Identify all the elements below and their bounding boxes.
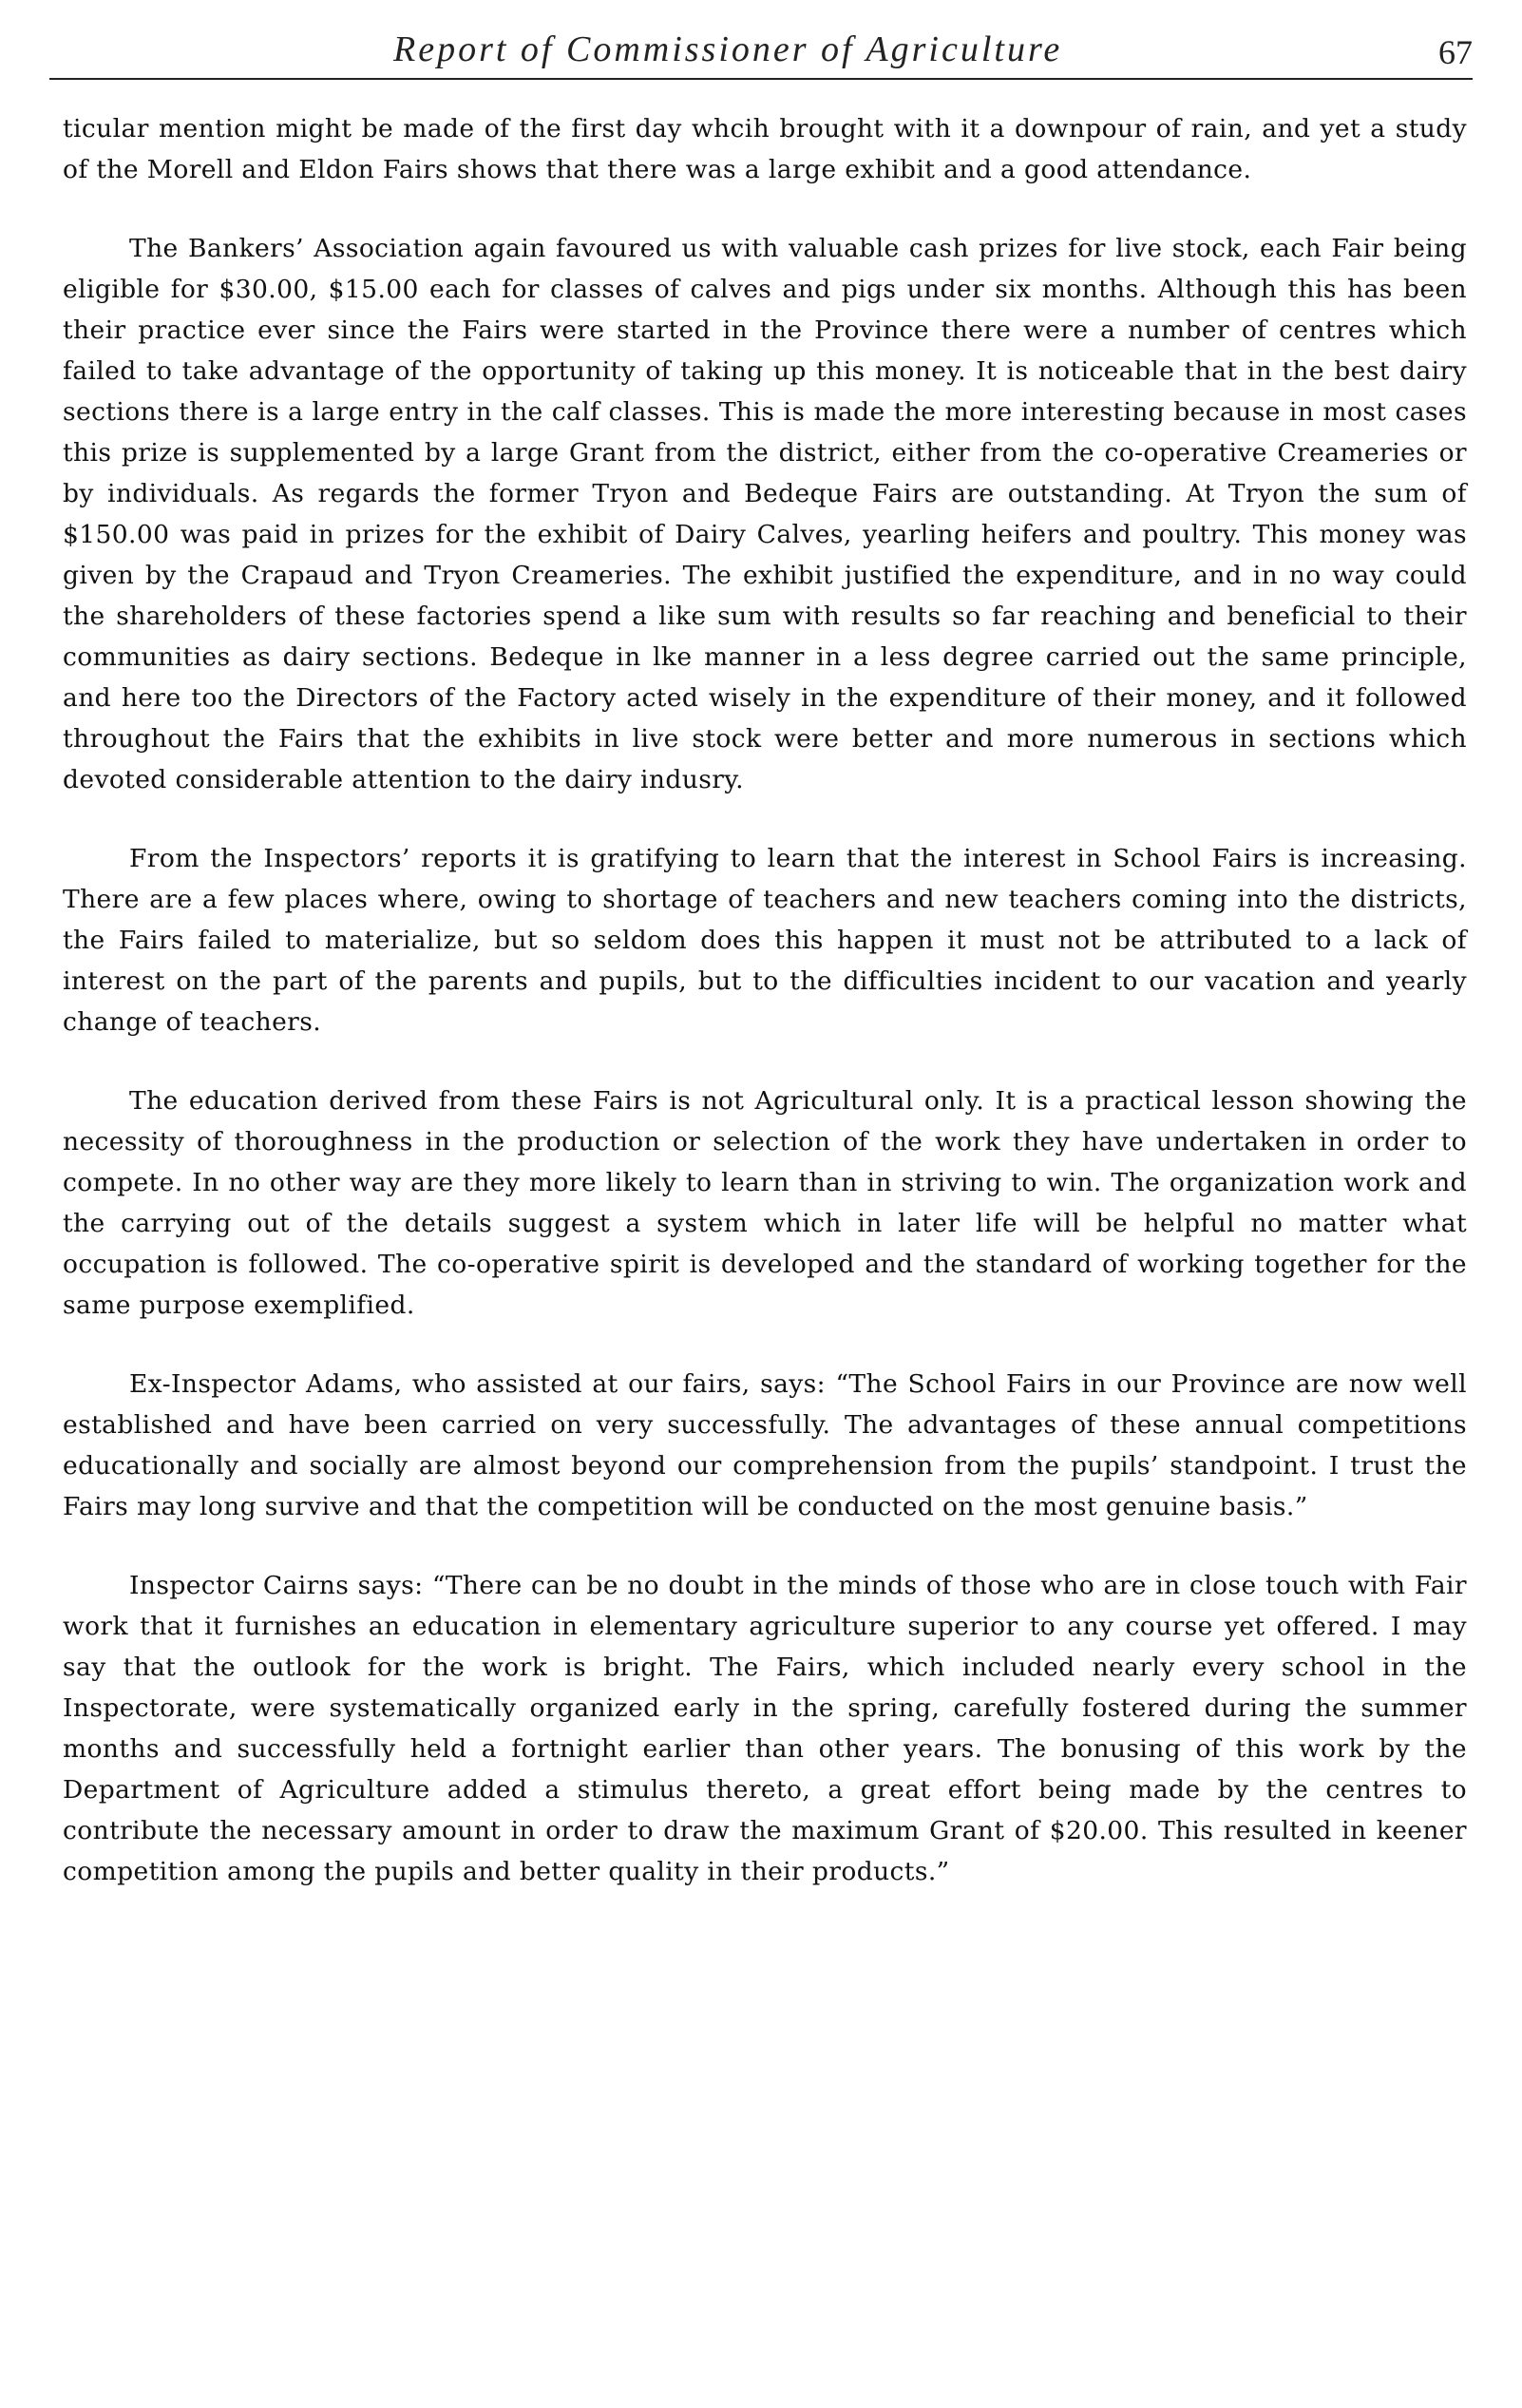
body-text xyxy=(63,108,1467,1930)
paragraph-inspectors-reports: From the Inspectors’ reports it is gratifying to learn that the interest in School Fairs is increasing. There are a few places where, owing to shortage of teachers and new teachers coming into the districts, the Fairs failed to materialize, but so seldom does this happen it must not be attributed to a lack of interest on the part of the parents and pupils, but to the difficulties incident to our vacation and yearly change of teachers. xyxy=(63,844,1467,1037)
paragraph-bankers-association: The Bankers’ Association again favoured us with valuable cash prizes for live stock, each Fair being eligible for $30.00, $15.00 each for classes of calves and pigs under six months. Although this has been their practice ever since the Fairs were started in the Province there were a number of centres which failed to take advantage of the opportunity of taking up this money. It is noticeable that in the best dairy sections there is a large entry in the calf classes. This is made the more interesting because in most cases this prize is supplemented by a large Grant from the district, either from the co-operative Creameries or by individuals. As regards the former Tryon and Bedeque Fairs are outstanding. At Tryon the sum of $150.00 was paid in prizes for the exhibit of Dairy Calves, yearling heifers and poultry. This money was given by the Crapaud and Tryon Creameries. The exhibit justified the expenditure, and in no way could the shareholders of these factories spend a like sum with results so far reaching and beneficial to their communities as dairy sections. Bedeque in lke manner in a less degree carried out the same principle, and here too the Directors of the Factory acted wisely in the expenditure of their money, and it followed throughout the Fairs that the exhibits in live stock were better and more numerous in sections which devoted considerable attention to the dairy indusry. xyxy=(63,234,1467,794)
page-number: 67 xyxy=(1438,33,1473,71)
paragraph-inspector-adams: Ex-Inspector Adams, who assisted at our fairs, says: “The School Fairs in our Province are now well established and have been carried on very successfully. The advantages of these annual competitions educationally and socially are almost beyond our comprehension from the pupils’ standpoint. I trust the Fairs may long survive and that the competition will be conducted on the most genuine basis.” xyxy=(63,1369,1467,1521)
paragraph-inspector-cairns: Inspector Cairns says: “There can be no doubt in the minds of those who are in close touch with Fair work that it furnishes an education in elementary agriculture superior to any course yet offered. I may say that the outlook for the work is bright. The Fairs, which included nearly every school in the Inspectorate, were systematically organized early in the spring, carefully fostered during the summer months and successfully held a fortnight earlier than other years. The bonusing of this work by the Department of Agriculture added a stimulus thereto, a great effort being made by the centres to contribute the necessary amount in order to draw the maximum Grant of $20.00. This resulted in keener competition among the pupils and better quality in their products.” xyxy=(63,1571,1467,1886)
running-title: Report of Commissioner of Agriculture xyxy=(393,29,1063,69)
paragraph-continuation: ticular mention might be made of the first day whcih brought with it a downpour of rain, and yet a study of the Morell and Eldon Fairs shows that there was a large exhibit and a good attendance. xyxy=(63,114,1467,184)
page-header xyxy=(49,29,1473,80)
paragraph-education: The education derived from these Fairs is not Agricultural only. It is a practical lesson showing the necessity of thoroughness in the production or selection of the work they have undertaken in order to compete. In no other way are they more likely to learn than in striving to win. The organization work and the carrying out of the details suggest a system which in later life will be helpful no matter what occupation is followed. The co-operative spirit is developed and the standard of working together for the same purpose exemplified. xyxy=(63,1086,1467,1320)
